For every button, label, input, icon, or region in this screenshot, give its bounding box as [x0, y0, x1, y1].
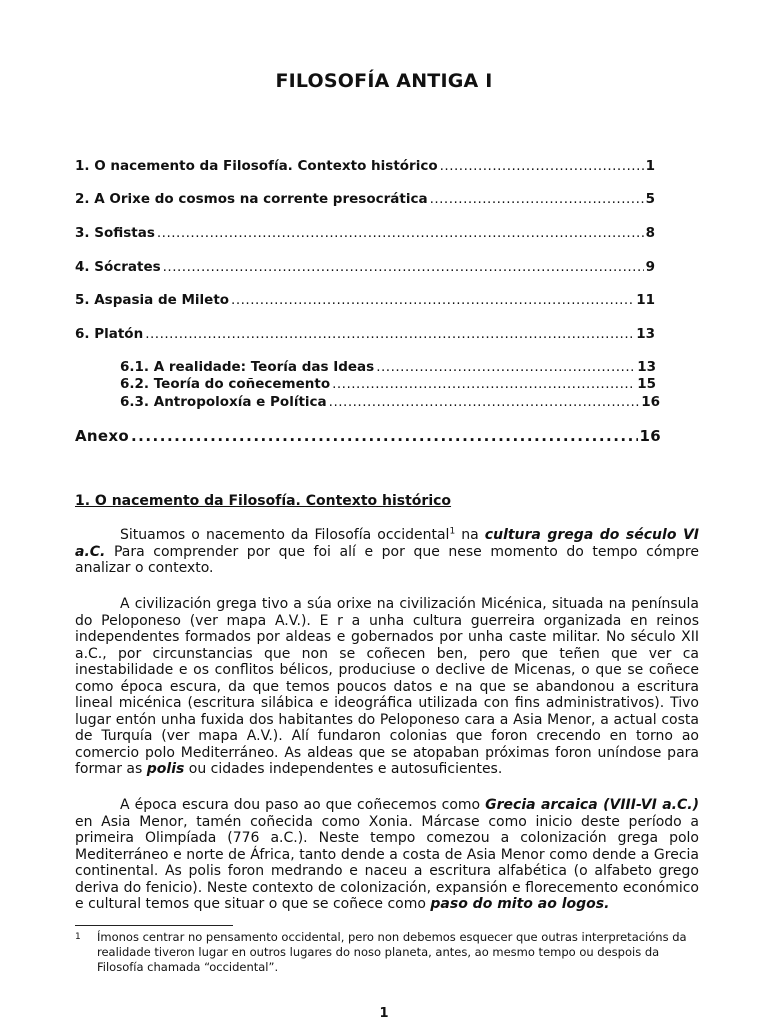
toc-entry-page: 8 — [645, 225, 655, 241]
toc-leader-dots — [376, 359, 635, 375]
toc-entry-page: 13 — [636, 326, 655, 342]
footnote-reference[interactable]: 1 — [449, 526, 456, 537]
toc-entry-label: 3. Sofistas — [75, 225, 155, 241]
footnote-divider — [75, 925, 233, 926]
toc-entry-label: 6.1. A realidade: Teoría das Ideas — [120, 359, 375, 375]
paragraph-text: ou cidades independentes e autosuficientes. — [184, 761, 503, 777]
emphasis-text: Grecia arcaica (VIII-VI a.C.) — [485, 797, 699, 813]
toc-leader-dots — [131, 427, 638, 445]
toc-leader-dots — [440, 158, 644, 174]
toc-entry-page: 5 — [645, 191, 655, 207]
toc-leader-dots — [329, 394, 640, 410]
paragraph-text: en Asia Menor, tamén coñecida como Xonia. Márcase como inicio deste período a primeira Olimpíada (776 a.C.). Neste tempo comezou a colonización grega polo Mediterráneo e norte de África, tanto dende a costa de Asia Menor como dende a Grecia continental. As polis foron medrando e naceu a escritura alfabética (o alfabeto grego deriva do fenicio). Neste contexto de colonización, expansión e florecemento económico e cultural temos que situar o que se coñece como — [75, 813, 699, 912]
footnote — [75, 930, 705, 975]
section-heading: 1. O nacemento da Filosofía. Contexto histórico — [75, 493, 452, 509]
toc-leader-dots — [430, 191, 644, 207]
page-number: 1 — [379, 1006, 389, 1021]
toc-entry-label: 2. A Orixe do cosmos na corrente presocrática — [75, 191, 428, 207]
toc-leader-dots — [332, 376, 635, 392]
emphasis-text: polis — [146, 761, 185, 777]
footnote-text: Ímonos centrar no pensamento occidental, pero non debemos esquecer que outras interpretacións da realidade tiveron lugar en outros lugares do noso planeta, antes, ao mesmo tempo ou despois da Filosofía chamada “occidental”. — [97, 930, 687, 974]
toc-entry-label: Anexo — [75, 427, 129, 445]
paragraph — [75, 596, 699, 778]
toc-entry-page: 11 — [636, 292, 655, 308]
toc-leader-dots — [163, 259, 644, 275]
toc-subentry[interactable] — [120, 394, 660, 410]
toc-leader-dots — [231, 292, 634, 308]
toc-leader-dots — [157, 225, 644, 241]
paragraph — [75, 527, 699, 577]
toc-subentry[interactable] — [120, 359, 656, 375]
toc-entry[interactable] — [75, 158, 655, 174]
toc-entry[interactable] — [75, 326, 655, 342]
toc-entry-page: 16 — [639, 427, 661, 445]
toc-entry[interactable] — [75, 225, 655, 241]
emphasis-text: cultura grega do século VI a.C. — [75, 527, 699, 560]
emphasis-text: paso do mito ao logos. — [430, 896, 610, 912]
paragraph-text: A época escura dou paso ao que coñecemos como — [120, 797, 486, 813]
toc-entry-annex[interactable] — [75, 427, 661, 445]
toc-leader-dots — [145, 326, 634, 342]
toc-entry[interactable] — [75, 191, 655, 207]
paragraph — [75, 797, 699, 913]
paragraph-text: Situamos o nacemento da Filosofía occidental — [120, 527, 450, 543]
toc-entry-label: 6.3. Antropoloxía e Política — [120, 394, 327, 410]
toc-entry-label: 1. O nacemento da Filosofía. Contexto histórico — [75, 158, 438, 174]
page-title: FILOSOFÍA ANTIGA I — [275, 70, 493, 92]
toc-entry[interactable] — [75, 292, 655, 308]
paragraph-text: Para comprender por que foi alí e por que nese momento do tempo cómpre analizar o contexto. — [75, 543, 699, 576]
toc-entry-page: 16 — [641, 394, 660, 410]
toc-entry-page: 1 — [645, 158, 655, 174]
toc-entry-page: 9 — [645, 259, 655, 275]
paragraph-text: A civilización grega tivo a súa orixe na civilización Micénica, situada na península do Peloponeso (ver mapa A.V.). E r a unha cultura guerreira organizada en reinos independentes formados por aldeas e gobernados por unha caste militar. No século XII a.C., por circunstancias que non se coñecen ben, pero que teñen que ver ca inestabilidade e os conflitos bélicos, produciuse o declive de Micenas, o que se coñece como época escura, da que temos poucos datos e na que se abandonou a escritura lineal micénica (escritura silábica e ideográfica utilizada con fins administrativos). Tivo lugar entón unha fuxida dos habitantes do Peloponeso cara a Asia Menor, a actual costa de Turquía (ver mapa A.V.). Alí fundaron colonias que foron crecendo en torno ao comercio polo Mediterráneo. As aldeas que se atopaban próximas foron uníndose para formar as — [75, 596, 699, 777]
toc-entry-label: 5. Aspasia de Mileto — [75, 292, 230, 308]
toc-entry-label: 4. Sócrates — [75, 259, 161, 275]
footnote-number: 1 — [75, 932, 81, 942]
toc-subentry[interactable] — [120, 376, 656, 392]
paragraph-text: na — [455, 527, 485, 543]
toc-entry-label: 6.2. Teoría do coñecemento — [120, 376, 331, 392]
toc-entry[interactable] — [75, 259, 655, 275]
toc-entry-label: 6. Platón — [75, 326, 144, 342]
toc-entry-page: 15 — [637, 376, 656, 392]
toc-entry-page: 13 — [637, 359, 656, 375]
